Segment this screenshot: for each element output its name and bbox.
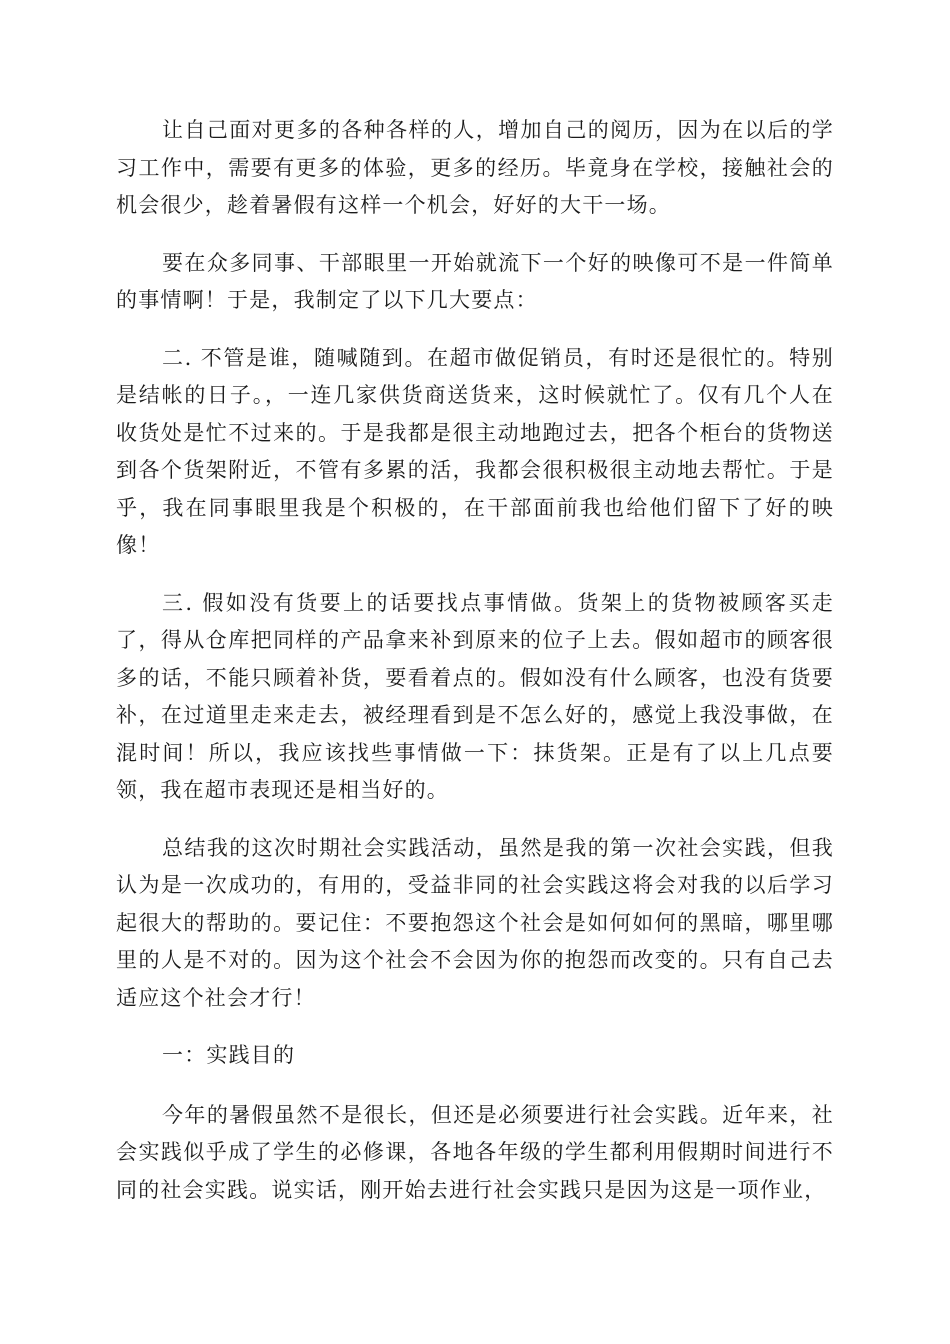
paragraph-7: 今年的暑假虽然不是很长，但还是必须要进行社会实践。近年来，社会实践似乎成了学生的必修课，各地各年级的学生都利用假期时间进行不同的社会实践。说实话，刚开始去进行社会实践只是因为这是一项作业， (116, 1102, 834, 1202)
paragraph-3: 二. 不管是谁，随喊随到。在超市做促销员，有时还是很忙的。特别是结帐的日子。，一连几家供货商送货来，这时候就忙了。仅有几个人在收货处是忙不过来的。于是我都是很主动地跑过去，把各个柜台的货物送到各个货架附近，不管有多累的活，我都会很积极很主动地去帮忙。于是乎，我在同事眼里我是个积极的，在干部面前我也给他们留下了好的映像！ (116, 345, 834, 557)
paragraph-1: 让自己面对更多的各种各样的人，增加自己的阅历，因为在以后的学习工作中，需要有更多的体验，更多的经历。毕竟身在学校，接触社会的机会很少，趁着暑假有这样一个机会，好好的大干一场。 (116, 118, 834, 217)
paragraph-4: 三. 假如没有货要上的话要找点事情做。货架上的货物被顾客买走了，得从仓库把同样的产品拿来补到原来的位子上去。假如超市的顾客很多的话，不能只顾着补货，要看着点的。假如没有什么顾客，也没有货要补，在过道里走来走去，被经理看到是不怎么好的，感觉上我没事做，在混时间！所以，我应该找些事情做一下：抹货架。正是有了以上几点要领，我在超市表现还是相当好的。 (116, 590, 834, 802)
paragraph-2: 要在众多同事、干部眼里一开始就流下一个好的映像可不是一件简单的事情啊！于是，我制定了以下几大要点： (116, 250, 834, 312)
document-page (116, 112, 834, 1229)
paragraph-5: 总结我的这次时期社会实践活动，虽然是我的第一次社会实践，但我认为是一次成功的，有用的，受益非同的社会实践这将会对我的以后学习起很大的帮助的。要记住：不要抱怨这个社会是如何如何的黑暗，哪里哪里的人是不对的。因为这个社会不会因为你的抱怨而改变的。只有自己去适应这个社会才行！ (116, 835, 834, 1010)
section-heading: 一：实践目的 (162, 1043, 296, 1067)
